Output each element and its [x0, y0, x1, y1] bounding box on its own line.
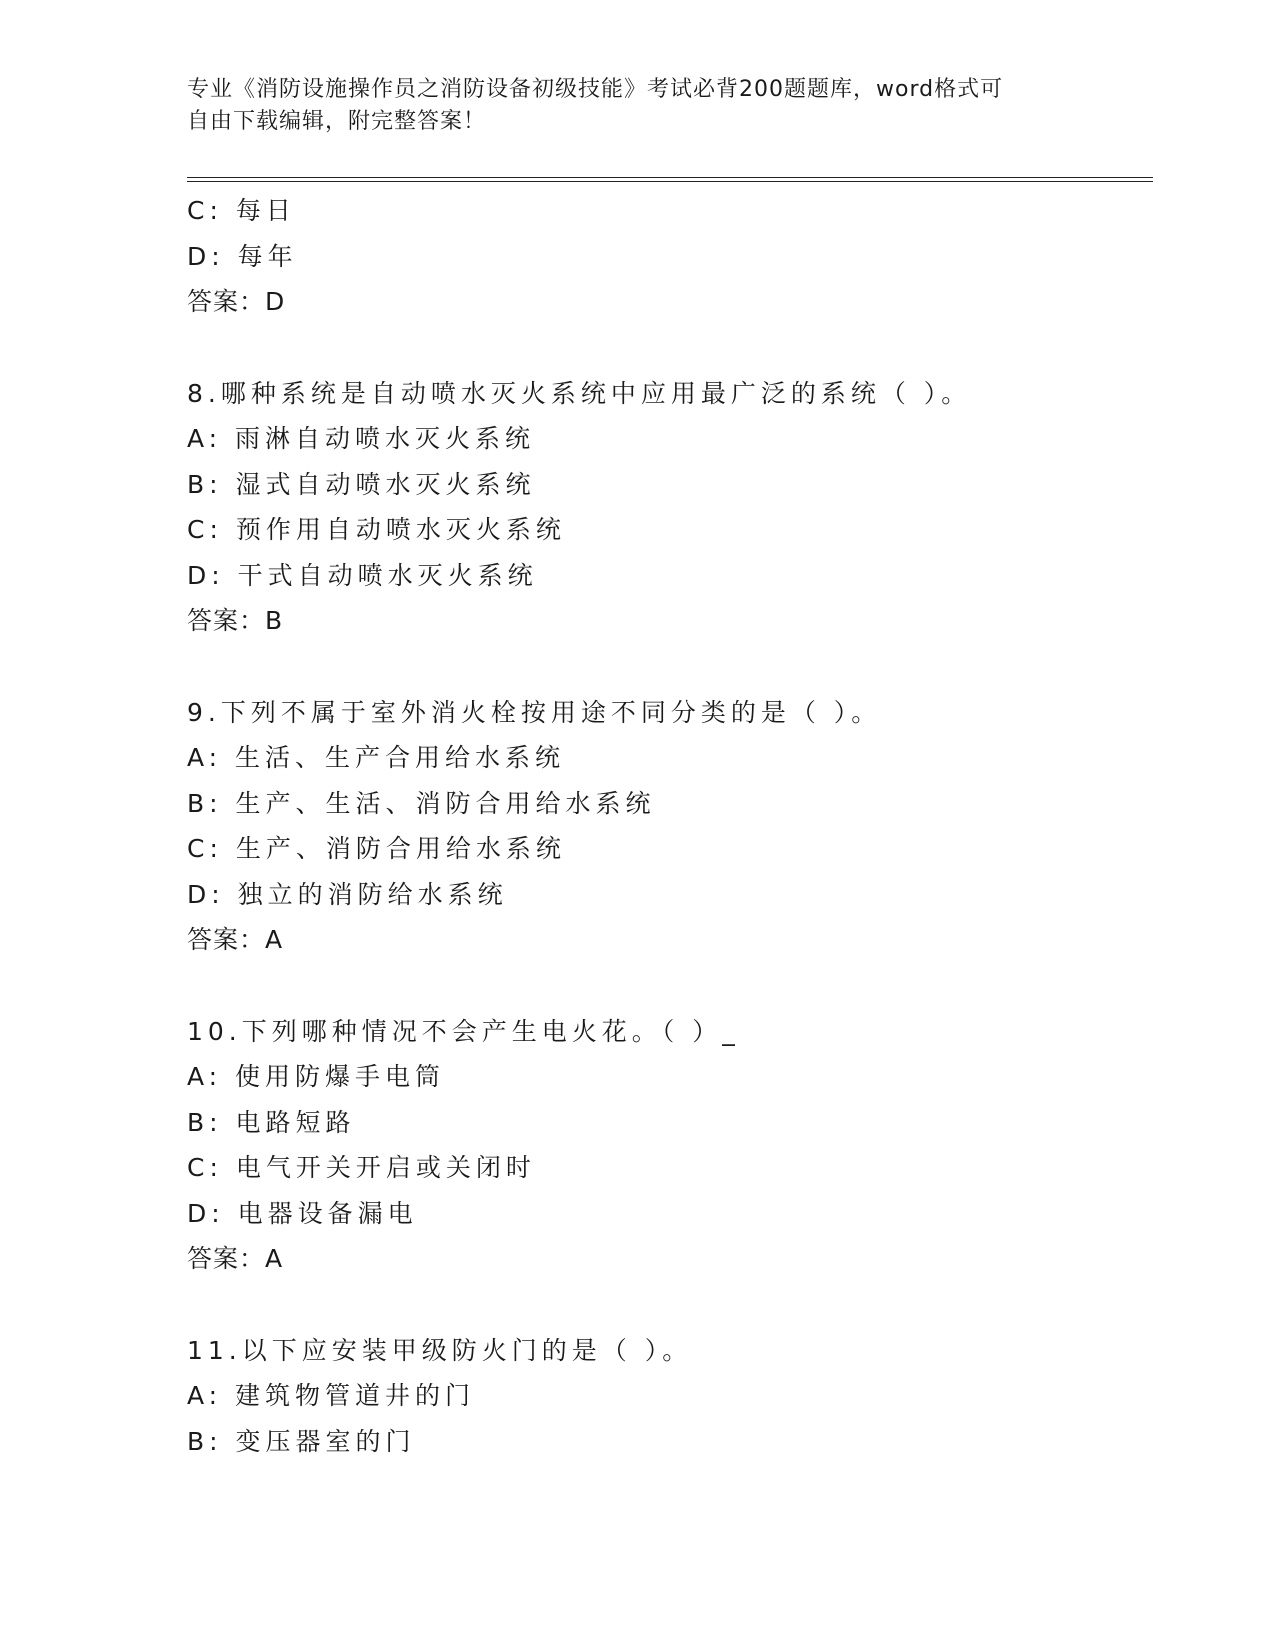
- spacer: [187, 325, 1147, 371]
- answer-line: 答案：B: [187, 606, 284, 635]
- question-stem: 9.下列不属于室外消火栓按用途不同分类的是（ ）。: [187, 697, 882, 727]
- option-d: D: 电器设备漏电: [187, 1198, 418, 1228]
- spacer: [187, 644, 1147, 690]
- option-a: A: 雨淋自动喷水灭火系统: [187, 424, 536, 453]
- answer-line: 答案：D: [187, 287, 286, 316]
- question-stem: 8.哪种系统是自动喷水灭火系统中应用最广泛的系统（ ）。: [187, 378, 972, 408]
- answer-line: 答案：A: [187, 1244, 284, 1273]
- header-line-2: 自由下载编辑，附完整答案！: [187, 109, 487, 134]
- question-block-10: [187, 1009, 1147, 1282]
- option-c: C: 电气开关开启或关闭时: [187, 1153, 536, 1182]
- document-header: [187, 74, 1067, 138]
- option-c: C: 每日: [187, 196, 296, 225]
- header-divider: [187, 177, 1153, 182]
- spacer: [187, 1282, 1147, 1328]
- option-a: A: 生活、生产合用给水系统: [187, 743, 566, 772]
- option-c: C: 预作用自动喷水灭火系统: [187, 515, 566, 544]
- answer-line: 答案：A: [187, 925, 284, 954]
- option-b: B: 电路短路: [187, 1107, 356, 1137]
- option-d: D: 每年: [187, 241, 298, 271]
- question-stem: 11.以下应安装甲级防火门的是（ ）。: [187, 1335, 693, 1365]
- question-block-11: [187, 1328, 1147, 1465]
- question-block-7: [187, 188, 1147, 325]
- header-line-1: 专业《消防设施操作员之消防设备初级技能》考试必背200题题库，word格式可: [187, 77, 1004, 102]
- option-b: B: 湿式自动喷水灭火系统: [187, 469, 536, 499]
- spacer: [187, 963, 1147, 1009]
- question-block-9: [187, 690, 1147, 963]
- option-b: B: 生产、生活、消防合用给水系统: [187, 788, 656, 818]
- question-stem: 10.下列哪种情况不会产生电火花。（ ）_: [187, 1016, 740, 1046]
- option-d: D: 独立的消防给水系统: [187, 879, 508, 909]
- option-c: C: 生产、消防合用给水系统: [187, 834, 566, 863]
- question-list: [187, 188, 1147, 1464]
- option-a: A: 使用防爆手电筒: [187, 1062, 446, 1091]
- question-block-8: [187, 371, 1147, 644]
- option-a: A: 建筑物管道井的门: [187, 1381, 476, 1410]
- option-b: B: 变压器室的门: [187, 1426, 416, 1456]
- option-d: D: 干式自动喷水灭火系统: [187, 560, 538, 590]
